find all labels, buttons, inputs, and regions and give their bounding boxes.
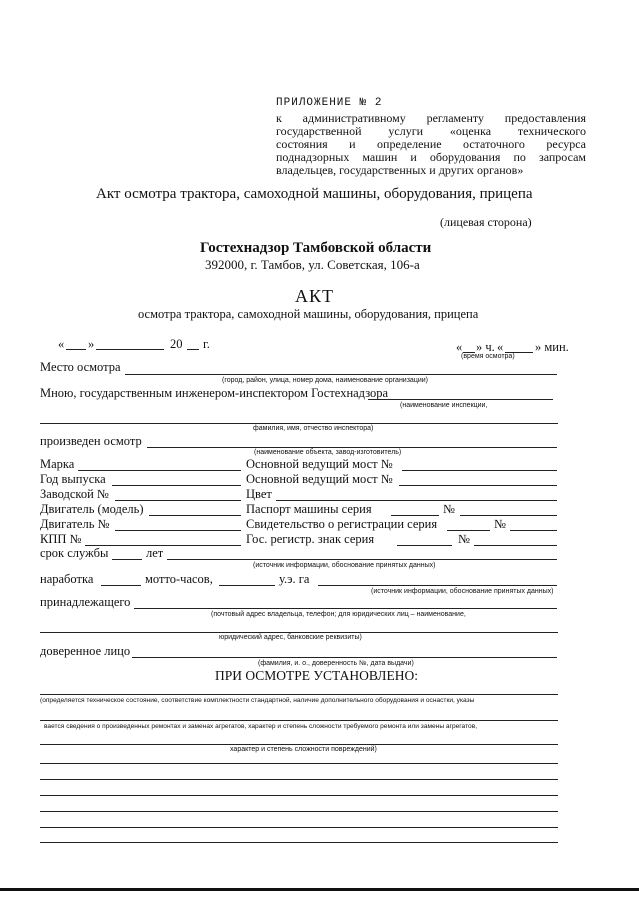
brand-field[interactable] <box>78 470 241 471</box>
findings-line-6[interactable] <box>40 795 558 796</box>
certificate-series-field[interactable] <box>447 530 490 531</box>
time-caption: (время осмотра) <box>461 353 515 360</box>
findings-hint-3: характер и степень сложности повреждений) <box>230 746 377 753</box>
appendix-line-5: владельцев, государственных и других органов» <box>276 163 524 177</box>
reg-sign-no-label: № <box>458 532 470 546</box>
service-life-source-field[interactable] <box>167 559 557 560</box>
date-month-field[interactable] <box>96 349 164 350</box>
engine-model-label: Двигатель (модель) <box>40 502 144 516</box>
place-field[interactable] <box>125 374 557 375</box>
findings-line-7[interactable] <box>40 811 558 812</box>
legal-hint: юридический адрес, банковские реквизиты) <box>219 634 362 641</box>
serial-label: Заводской № <box>40 487 109 501</box>
inspector-name-hint: фамилия, имя, отчество инспектора) <box>253 425 374 432</box>
side-note: (лицевая сторона) <box>440 215 532 229</box>
findings-line-2[interactable] <box>40 720 558 721</box>
inspector-field[interactable] <box>368 399 553 400</box>
appendix-line-4: поднадзорных машин и оборудования по запросам <box>276 150 586 164</box>
service-life-label: срок службы <box>40 546 109 560</box>
findings-line-9[interactable] <box>40 842 558 843</box>
engine-model-field[interactable] <box>149 515 241 516</box>
date-day-field[interactable] <box>66 349 86 350</box>
place-hint: (город, район, улица, номер дома, наименование организации) <box>222 377 428 384</box>
place-label: Место осмотра <box>40 360 121 374</box>
passport-no-field[interactable] <box>460 515 557 516</box>
time-open-quote-2: « <box>497 340 504 354</box>
date-open-quote: « <box>58 337 65 351</box>
date-close-quote: » <box>88 337 95 351</box>
inspector-label: Мною, государственным инженером-инспектором Гостехнадзора <box>40 386 389 400</box>
page-bottom-edge <box>0 888 639 891</box>
time-hours-label: » ч. <box>476 340 495 354</box>
inspector-name-field[interactable] <box>40 423 558 424</box>
owner-field-2[interactable] <box>40 632 558 633</box>
color-label: Цвет <box>246 487 272 501</box>
year-field[interactable] <box>112 485 241 486</box>
certificate-no-label: № <box>494 517 506 531</box>
passport-no-label: № <box>443 502 455 516</box>
proxy-hint: (фамилия, и. о., доверенность №, дата выдачи) <box>258 660 414 667</box>
organization-name: Гостехнадзор Тамбовской области <box>200 240 432 256</box>
findings-line-8[interactable] <box>40 827 558 828</box>
main-axle-1-field[interactable] <box>402 470 557 471</box>
certificate-label: Свидетельство о регистрации серия <box>246 517 438 531</box>
findings-line-5[interactable] <box>40 779 558 780</box>
runtime-label: наработка <box>40 572 94 586</box>
proxy-field[interactable] <box>132 657 557 658</box>
certificate-no-field[interactable] <box>510 530 557 531</box>
findings-hint-1: (определяется техническое состояние, соответствие комплектности стандартной, наличие дополнительного оборудования и оснастки, указы <box>40 697 475 704</box>
brand-label: Марка <box>40 457 75 471</box>
runtime-source-field[interactable] <box>318 585 557 586</box>
engine-no-field[interactable] <box>115 530 241 531</box>
time-minutes-label: » мин. <box>535 340 569 354</box>
inspection-hint: (наименование инспекции, <box>400 402 488 409</box>
organization-address: 392000, г. Тамбов, ул. Советская, 106-а <box>205 257 420 272</box>
passport-series-field[interactable] <box>391 515 439 516</box>
engine-no-label: Двигатель № <box>40 517 110 531</box>
appendix-line-3: состояния и определение остаточного ресурса <box>276 137 586 151</box>
passport-label: Паспорт машины серия <box>246 502 372 516</box>
service-life-years: лет <box>146 546 164 560</box>
gearbox-label: КПП № <box>40 532 82 546</box>
owner-hint: (почтовый адрес владельца, телефон; для юридических лиц – наименование, <box>211 611 466 618</box>
owner-label: принадлежащего <box>40 595 131 609</box>
findings-title: ПРИ ОСМОТРЕ УСТАНОВЛЕНО: <box>215 668 418 683</box>
reg-sign-no-field[interactable] <box>474 545 557 546</box>
appendix-line-2: государственной услуги «оценка технического <box>276 124 586 138</box>
main-axle-1-label: Основной ведущий мост № <box>246 457 393 471</box>
reg-sign-label: Гос. регистр. знак серия <box>246 532 375 546</box>
main-axle-2-label: Основной ведущий мост № <box>246 472 393 486</box>
main-axle-2-field[interactable] <box>399 485 557 486</box>
date-year-field[interactable] <box>187 349 199 350</box>
appendix-heading: ПРИЛОЖЕНИЕ № 2 <box>276 97 383 109</box>
appendix-line-1: к административному регламенту предоставления <box>276 111 586 125</box>
source-hint-2: (источник информации, обоснование принятых данных) <box>371 588 554 595</box>
proxy-label: доверенное лицо <box>40 644 131 658</box>
inspected-label: произведен осмотр <box>40 434 142 448</box>
date-year-suffix: г. <box>203 337 210 351</box>
source-hint-1: (источник информации, обоснование принятых данных) <box>253 562 436 569</box>
time-open-quote-1: « <box>456 340 463 354</box>
findings-hint-2: вается сведения о произведенных ремонтах и заменах агрегатов, характер и степень сложности требуемого ремонта или замены агрегатов, <box>44 723 478 730</box>
color-field[interactable] <box>276 500 557 501</box>
object-hint: (наименование объекта, завод-изготовитель) <box>254 449 402 456</box>
act-subtitle: осмотра трактора, самоходной машины, оборудования, прицепа <box>138 307 479 321</box>
owner-field[interactable] <box>134 608 557 609</box>
runtime-ue-field[interactable] <box>219 585 275 586</box>
year-label: Год выпуска <box>40 472 106 486</box>
date-year-prefix: 20 <box>170 337 183 351</box>
act-title: АКТ <box>295 286 334 306</box>
service-life-field[interactable] <box>112 559 142 560</box>
findings-line-4[interactable] <box>40 763 558 764</box>
ue-label: у.э. га <box>279 572 310 586</box>
inspected-field[interactable] <box>147 447 557 448</box>
document-title: Акт осмотра трактора, самоходной машины, оборудования, прицепа <box>96 186 533 202</box>
reg-sign-series-field[interactable] <box>397 545 452 546</box>
moto-hours-label: мотто-часов, <box>145 572 213 586</box>
serial-field[interactable] <box>115 500 241 501</box>
runtime-hours-field[interactable] <box>101 585 141 586</box>
findings-line-3[interactable] <box>40 744 558 745</box>
findings-line-1[interactable] <box>40 694 558 695</box>
